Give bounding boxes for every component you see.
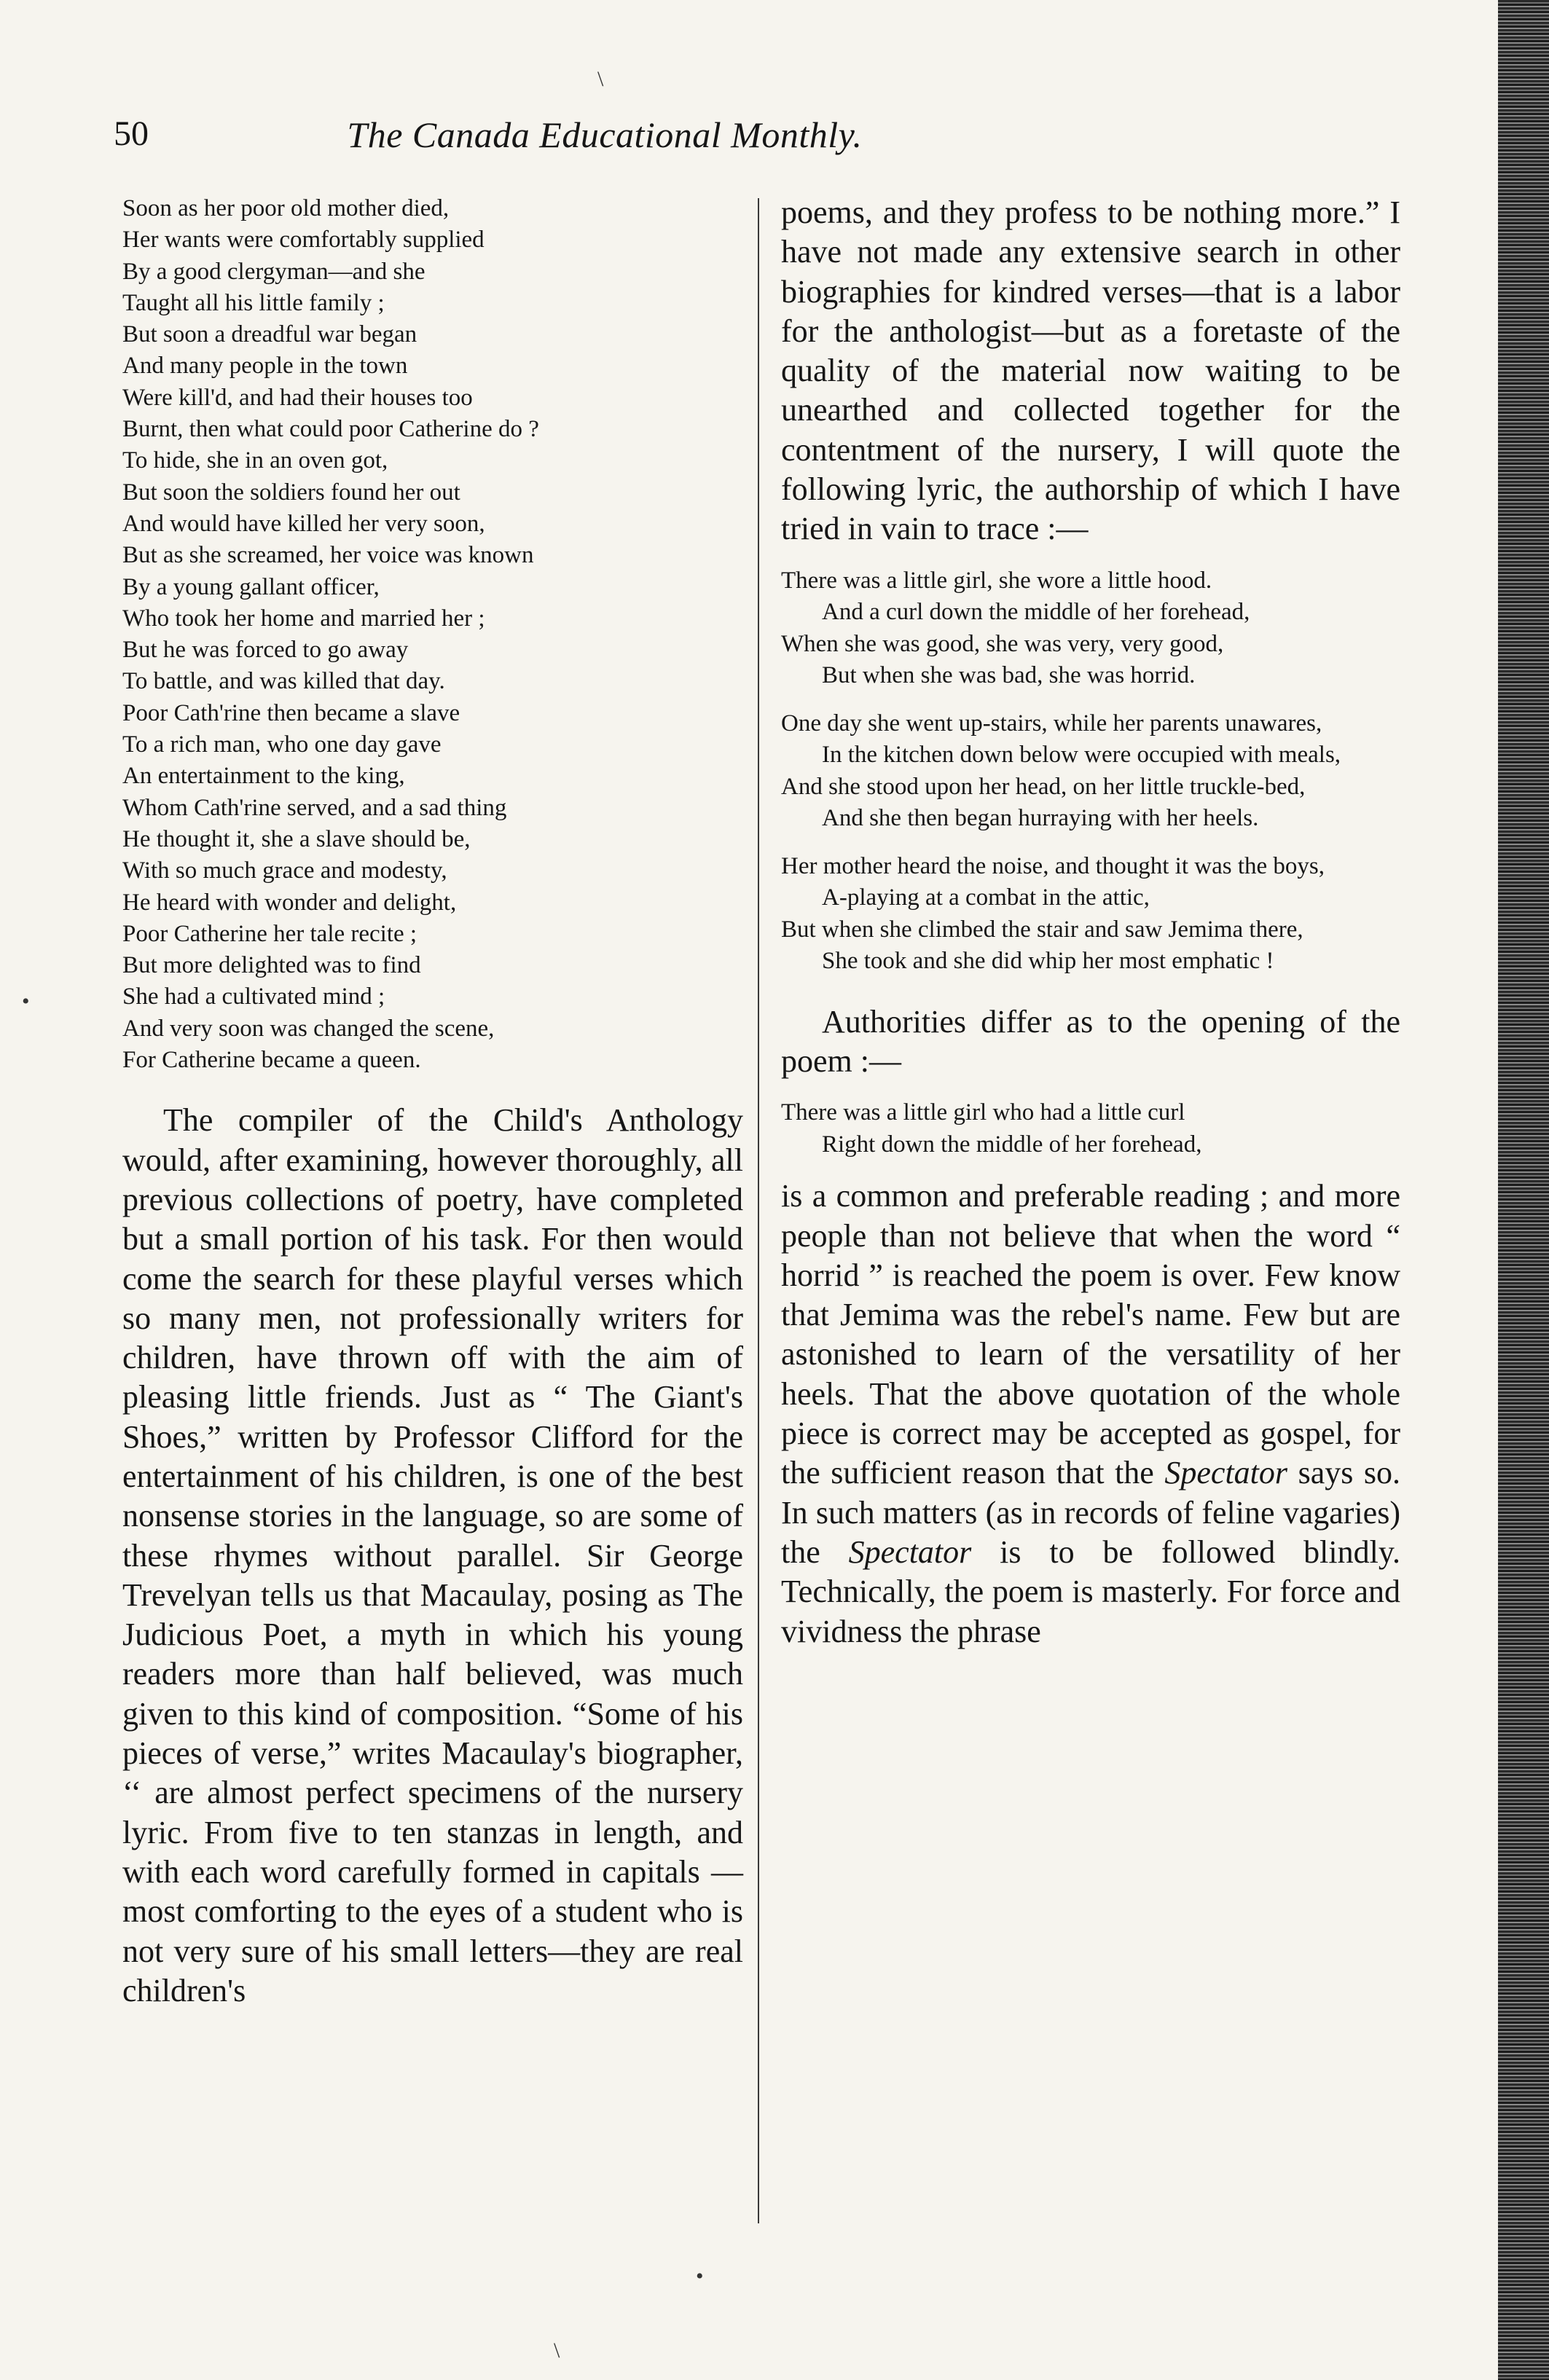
verse-line: To hide, she in an oven got,	[122, 447, 388, 474]
running-title: The Canada Educational Monthly.	[347, 114, 863, 155]
prose-text: is a common and preferable reading ; and more people than not believe that when the word “ horrid ” is reached the poem is over. Few know that Jemima was the rebel's name. Few but are astonished to learn of the versatility of her heels. That the above quotation of the whole piece is correct may be accepted as gospel, for the sufficient reason that the	[781, 1178, 1400, 1491]
verse-line: He heard with wonder and delight,	[122, 889, 457, 916]
right-prose-paragraph-3	[781, 1177, 1400, 1652]
column-divider	[758, 198, 759, 2223]
verse-line: For Catherine became a queen.	[122, 1047, 421, 1074]
verse-line: He thought it, she a slave should be,	[122, 825, 471, 852]
verse-line: And she stood upon her head, on her little truckle-bed,	[781, 773, 1306, 800]
verse-line: When she was good, she was very, very good,	[781, 630, 1224, 657]
page-number: 50	[114, 114, 149, 153]
scan-speck: \	[554, 2338, 560, 2363]
verse-line: But when she was bad, she was horrid.	[822, 662, 1196, 689]
page-edge-scan-artifact	[1498, 0, 1549, 2380]
verse-line: Burnt, then what could poor Catherine do ?	[122, 416, 539, 443]
verse-line: Her wants were comfortably supplied	[122, 227, 485, 254]
verse-line: A-playing at a combat in the attic,	[822, 884, 1150, 911]
verse-line: Who took her home and married her ;	[122, 605, 485, 632]
prose-text: says so. In such matters (as in records of feline vagaries) the	[781, 1455, 1401, 1570]
spacer	[781, 549, 1400, 565]
verse-line: One day she went up-stairs, while her parents unawares,	[781, 710, 1322, 737]
scan-speck: •	[22, 989, 30, 1013]
verse-line: And very soon was changed the scene,	[122, 1015, 495, 1042]
spacer	[781, 978, 1400, 1002]
right-prose-paragraph-1: poems, and they profess to be nothing more.” I have not made any extensive search in other biographies for kindred verses—that is a labor for the anthologist—but as a foretaste of the quality of the material now waiting to be unearthed and collected together for the contentment of the nursery, I will quote the following lyric, the authorship of which I have tried in vain to trace :—	[781, 195, 1400, 547]
verse-line: There was a little girl, she wore a little hood.	[781, 567, 1212, 594]
poem-stanza-3	[781, 851, 1400, 978]
verse-line: And many people in the town	[122, 353, 408, 380]
verse-line: And would have killed her very soon,	[122, 510, 485, 537]
verse-line: But he was forced to go away	[122, 637, 409, 664]
poem-stanza-4	[781, 1097, 1400, 1160]
verse-line: And a curl down the middle of her forehead,	[822, 599, 1250, 626]
verse-line: She took and she did whip her most emphatic !	[822, 948, 1274, 975]
verse-line: Poor Catherine her tale recite ;	[122, 920, 417, 947]
left-poem	[122, 193, 743, 1076]
scan-speck: •	[696, 2264, 704, 2288]
poem-stanza-2	[781, 708, 1400, 835]
left-prose-paragraph: The compiler of the Child's Anthology would, after examining, however thoroughly, all previous collections of poetry, have completed but a small portion of his task. For then would come the search for these playful verses which so many men, not professionally writers for children, have thrown off with the aim of pleasing little friends. Just as “ The Giant's Shoes,” written by Professor Clifford for the entertainment of his children, is one of the best nonsense stories in the language, so are some of these rhymes without parallel. Sir George Trevelyan tells us that Macaulay, posing as The Judicious Poet, a myth in which his young readers more than half believed, was much given to this kind of composition. “Some of his pieces of verse,” writes Macaulay's biographer, ‘‘ are almost perfect specimens of the nursery lyric. From five to ten stanzas in length, and with each word carefully formed in capitals —most comforting to the eyes of a student who is not very sure of his small letters—they are real children's	[122, 1102, 743, 2008]
left-column	[122, 193, 743, 2011]
verse-line: But soon a dreadful war began	[122, 321, 417, 348]
verse-line: But when she climbed the stair and saw Jemima there,	[781, 916, 1303, 943]
verse-line: Soon as her poor old mother died,	[122, 195, 450, 221]
verse-line: By a young gallant officer,	[122, 573, 380, 600]
right-prose-paragraph-2: Authorities differ as to the opening of the poem :—	[781, 1003, 1400, 1079]
verse-line: But as she screamed, her voice was known	[122, 542, 534, 569]
poem-stanza-1	[781, 565, 1400, 692]
right-column	[781, 193, 1400, 1652]
spacer	[781, 1081, 1400, 1097]
spacer	[781, 692, 1400, 708]
verse-line: With so much grace and modesty,	[122, 857, 447, 884]
scan-speck: \	[597, 67, 604, 91]
italic-title: Spectator	[1164, 1455, 1288, 1491]
verse-line: She had a cultivated mind ;	[122, 983, 385, 1010]
verse-line: By a good clergyman—and she	[122, 258, 426, 285]
verse-line: Taught all his little family ;	[122, 289, 385, 316]
verse-line: Right down the middle of her forehead,	[822, 1131, 1202, 1158]
spacer	[781, 835, 1400, 851]
italic-title: Spectator	[848, 1533, 972, 1570]
verse-line: But soon the soldiers found her out	[122, 479, 460, 506]
verse-line: But more delighted was to find	[122, 952, 421, 979]
verse-line: To a rich man, who one day gave	[122, 731, 442, 758]
verse-line: And she then began hurraying with her heels.	[822, 805, 1259, 832]
verse-line: Whom Cath'rine served, and a sad thing	[122, 794, 507, 821]
verse-line: To battle, and was killed that day.	[122, 668, 445, 695]
verse-line: Poor Cath'rine then became a slave	[122, 699, 460, 726]
spacer	[781, 1160, 1400, 1177]
prose-text: is to be followed blindly. Technically, the poem is masterly. For force and vividness the phrase	[781, 1533, 1400, 1649]
verse-line: Were kill'd, and had their houses too	[122, 384, 473, 411]
page-header	[109, 109, 1100, 168]
verse-line: An entertainment to the king,	[122, 763, 405, 790]
verse-line: There was a little girl who had a little curl	[781, 1099, 1185, 1126]
verse-line: Her mother heard the noise, and thought it was the boys,	[781, 852, 1325, 879]
spacer	[122, 1076, 743, 1101]
verse-line: In the kitchen down below were occupied with meals,	[822, 742, 1341, 769]
